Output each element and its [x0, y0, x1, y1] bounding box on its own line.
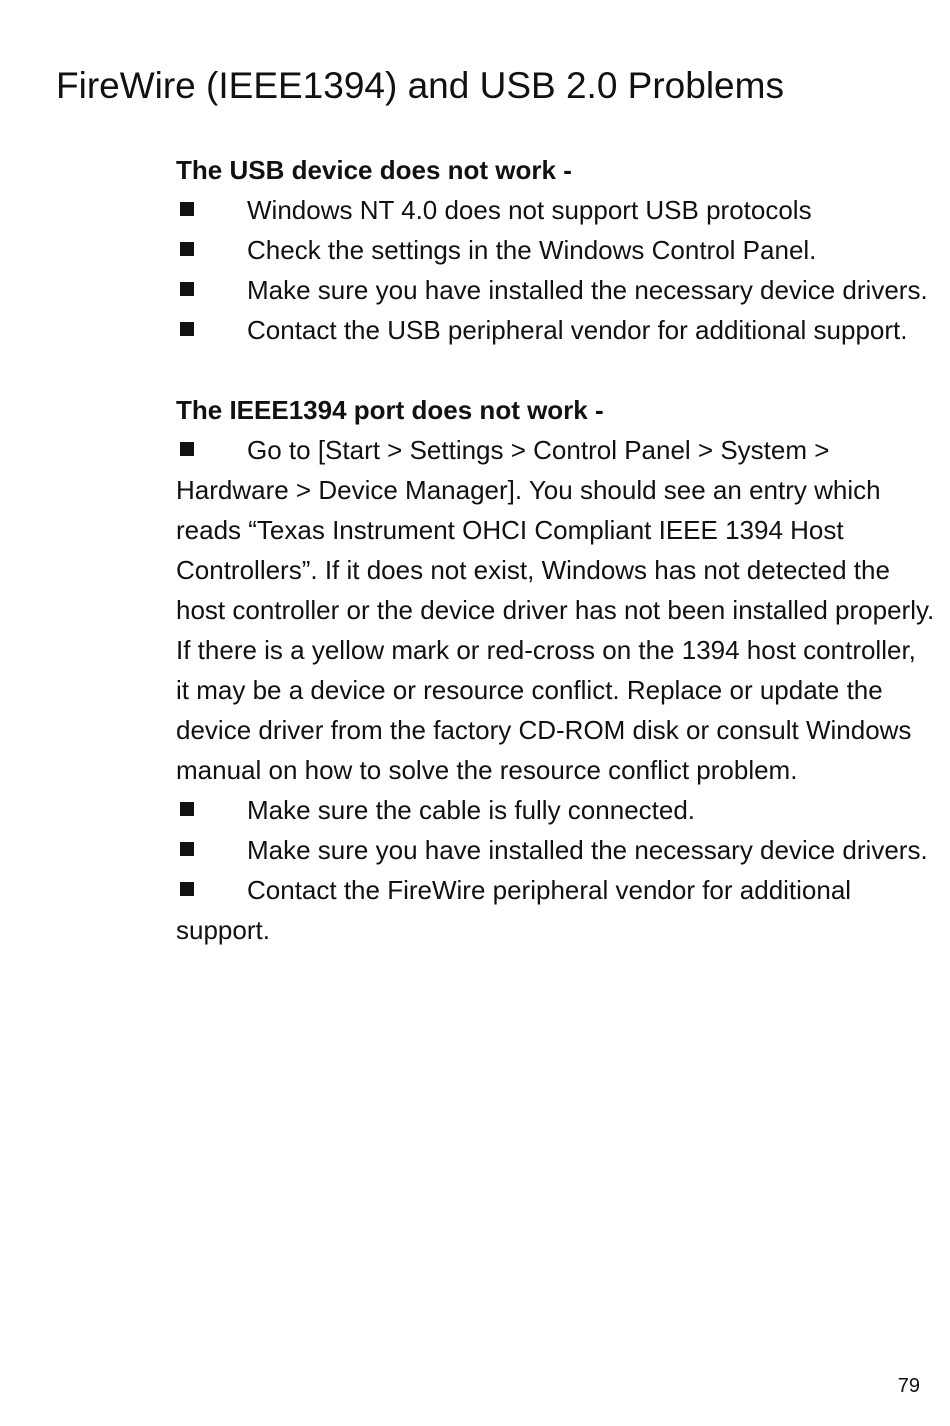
list-item-text: Make sure the cable is fully connected.: [247, 795, 696, 825]
list-item: [176, 190, 936, 230]
page-title: FireWire (IEEE1394) and USB 2.0 Problems: [56, 65, 784, 106]
square-bullet-icon: [180, 322, 194, 336]
list-item: [176, 270, 936, 310]
list-item-text: Make sure you have installed the necessary device drivers.: [247, 275, 928, 305]
square-bullet-icon: [180, 202, 194, 216]
ieee1394-section-heading: The IEEE1394 port does not work -: [176, 395, 604, 425]
list-item: [176, 230, 936, 270]
list-item: [176, 790, 936, 830]
usb-section-heading: The USB device does not work -: [176, 155, 572, 185]
list-item: [176, 830, 936, 870]
square-bullet-icon: [180, 282, 194, 296]
usb-section: [176, 150, 936, 350]
list-item: [176, 310, 936, 350]
list-item: [176, 870, 936, 950]
ieee1394-troubleshooting-list: [176, 430, 936, 950]
list-item-text: Windows NT 4.0 does not support USB protocols: [247, 195, 812, 225]
list-item: [176, 430, 936, 790]
square-bullet-icon: [180, 802, 194, 816]
list-item-text: Contact the FireWire peripheral vendor for additional support.: [176, 875, 852, 945]
square-bullet-icon: [180, 882, 194, 896]
list-item-text: Contact the USB peripheral vendor for additional support.: [247, 315, 908, 345]
page-content: [176, 150, 936, 950]
list-item-text: Make sure you have installed the necessary device drivers.: [247, 835, 928, 865]
ieee1394-section: [176, 390, 936, 950]
square-bullet-icon: [180, 842, 194, 856]
square-bullet-icon: [180, 442, 194, 456]
square-bullet-icon: [180, 242, 194, 256]
usb-troubleshooting-list: [176, 190, 936, 350]
list-item-text: Go to [Start > Settings > Control Panel > System > Hardware > Device Manager]. You should see an entry which reads “Texas Instrument OHCI Compliant IEEE 1394 Host Controllers”. If it does not exist, Windows has not detected the host controller or the device driver has not been installed properly. If there is a yellow mark or red-cross on the 1394 host controller, it may be a device or resource conflict. Replace or update the device driver from the factory CD-ROM disk or consult Windows manual on how to solve the resource conflict problem.: [176, 435, 935, 785]
page-number: 79: [897, 1375, 920, 1397]
list-item-text: Check the settings in the Windows Control Panel.: [247, 235, 817, 265]
